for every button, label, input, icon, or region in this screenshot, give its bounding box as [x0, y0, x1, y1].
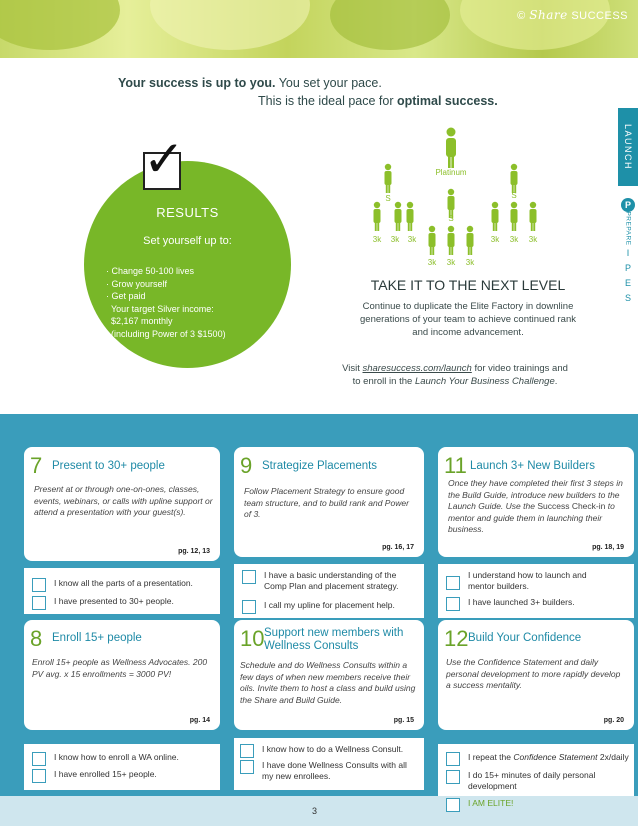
take-it-body: Continue to duplicate the Elite Factory in downline generations of your team to achieve continued rank and income advancement. — [360, 301, 576, 338]
checklist-item[interactable]: I have enrolled 15+ people. — [32, 769, 218, 783]
step-body: Enroll 15+ people as Wellness Advocates. 200 PV avg. x 15 enrollments = 3000 PV! — [32, 657, 208, 679]
step-card-9 — [234, 447, 424, 557]
leaf-label: 3k — [446, 258, 456, 267]
s-label: S — [511, 191, 517, 200]
side-tab-label: LAUNCH — [623, 123, 634, 171]
brand-logo: © Share SUCCESS — [517, 8, 628, 22]
step-page-ref: pg. 18, 19 — [592, 544, 624, 551]
person-icon — [374, 202, 381, 231]
silver-person-icon — [385, 164, 392, 193]
checklist-9 — [234, 564, 424, 618]
step-number: 9 — [240, 453, 253, 478]
checklist-item[interactable]: I have a basic understanding of the Comp Plan and placement strategy. — [242, 570, 416, 594]
checkbox[interactable] — [32, 752, 46, 766]
person-icon — [407, 202, 414, 231]
step-title: Strategize Placements — [262, 460, 378, 472]
checklist-8 — [24, 744, 220, 790]
intro-line-1: Your success is up to you. You set your pace. — [118, 76, 382, 90]
results-list — [106, 265, 226, 340]
results-subtitle: Set yourself up to: — [143, 235, 232, 247]
checklist-item[interactable]: I know how to do a Wellness Consult. — [240, 744, 420, 758]
step-page-ref: pg. 16, 17 — [382, 544, 414, 551]
checklist-item[interactable]: I know all the parts of a presentation. — [32, 578, 218, 592]
person-icon — [492, 202, 499, 231]
step-card-12 — [438, 620, 634, 730]
step-number: 8 — [30, 626, 43, 651]
step-number: 11 — [444, 453, 467, 478]
step-card-11 — [438, 447, 634, 557]
checklist-item[interactable]: I do 15+ minutes of daily personal development — [446, 770, 632, 794]
step-body: Once they have completed their first 3 steps in the Build Guide, introduce new builders to the Launch Guide. Use the Success Check-in to mentor and guide them in launching their business. — [448, 478, 623, 534]
step-body: Use the Confidence Statement and daily personal development to more rapidly develop a success mentality. — [446, 657, 621, 690]
header-photo — [0, 0, 638, 58]
step-number: 12 — [444, 626, 469, 651]
checklist-item[interactable]: I call my upline for placement help. — [242, 600, 416, 614]
results-item: · Change 50-100 lives — [106, 266, 195, 276]
step-title: Build Your Confidence — [468, 632, 582, 644]
elite-checklist-item[interactable] — [446, 798, 626, 812]
checklist-item[interactable]: I understand how to launch and mentor builders. — [446, 570, 626, 594]
checkmark-icon: ✓ — [143, 130, 185, 188]
step-body: Schedule and do Wellness Consults within a few days of when new members receive their oils. Invite them to host a class and build using the Share and Build Guide. — [240, 660, 416, 705]
checklist-item[interactable]: I repeat the Confidence Statement 2x/daily — [446, 752, 632, 766]
launch-side-tab[interactable] — [618, 108, 638, 186]
checkbox[interactable] — [240, 760, 254, 774]
side-tab-letter-s: S — [624, 293, 631, 303]
checkbox[interactable] — [32, 769, 46, 783]
step-body: Present at or through one-on-ones, classes, events, webinars, or calls with upline support or attend a presentation with your guest(s). — [34, 484, 213, 517]
checkbox[interactable] — [242, 570, 256, 584]
step-number: 10 — [240, 626, 265, 651]
s-label: S — [385, 194, 391, 203]
person-icon — [448, 226, 455, 255]
org-chart-figures — [330, 118, 620, 278]
checklist-item[interactable]: I have done Wellness Consults with all my new enrollees. — [240, 760, 420, 784]
checkbox[interactable] — [446, 770, 460, 784]
side-tab-letter-p: P — [624, 263, 631, 273]
step-title: Present to 30+ people — [52, 460, 165, 472]
checklist-12 — [438, 744, 634, 796]
checklist-11 — [438, 564, 634, 618]
checkbox[interactable] — [32, 596, 46, 610]
checkbox[interactable] — [446, 597, 460, 611]
intro-line-2: This is the ideal pace for optimal success. — [258, 94, 498, 108]
checkbox[interactable] — [240, 744, 254, 758]
checklist-7 — [24, 568, 220, 614]
step-page-ref: pg. 14 — [189, 717, 210, 724]
platinum-label: Platinum — [435, 168, 467, 177]
step-number: 7 — [30, 453, 43, 478]
leaf-label: 3k — [372, 235, 382, 244]
launch-link[interactable]: sharesuccess.com/launch — [362, 363, 472, 374]
step-title: Launch 3+ New Builders — [470, 460, 595, 472]
results-title: RESULTS — [156, 205, 219, 220]
checklist-10 — [234, 738, 424, 790]
leaf-label: 3k — [407, 235, 417, 244]
step-title: Support new members with Wellness Consults — [264, 627, 404, 652]
leaf-label: 3k — [528, 235, 538, 244]
page-number: 3 — [312, 806, 318, 816]
leaf-label: 3k — [390, 235, 400, 244]
results-income-line: Your target Silver income: — [111, 303, 214, 314]
side-tab-p-dot: P — [621, 198, 635, 212]
side-tab-letter-e: E — [624, 278, 631, 288]
checkbox[interactable] — [32, 578, 46, 592]
elite-label: I AM ELITE! — [468, 798, 514, 808]
take-it-title: TAKE IT TO THE NEXT LEVEL — [370, 277, 566, 293]
leaf-label: 3k — [465, 258, 475, 267]
org-chart — [330, 118, 620, 278]
checklist-item[interactable]: I know how to enroll a WA online. — [32, 752, 218, 766]
side-tab-letter-i: I — [626, 248, 630, 258]
checkbox[interactable] — [446, 752, 460, 766]
step-card-7 — [24, 447, 220, 561]
step-page-ref: pg. 15 — [393, 717, 414, 724]
checkbox[interactable] — [242, 600, 256, 614]
results-income-line: (including Power of 3 $1500) — [111, 328, 226, 339]
person-icon — [511, 202, 518, 231]
platinum-person-icon — [446, 128, 456, 169]
visit-text: Visit sharesuccess.com/launch for video trainings and to enroll in the Launch Your Business Challenge. — [342, 363, 568, 387]
person-icon — [467, 226, 474, 255]
results-income-line: $2,167 monthly — [111, 316, 173, 326]
step-title: Enroll 15+ people — [52, 632, 142, 644]
checkbox[interactable] — [446, 798, 460, 812]
checklist-item[interactable]: I have presented to 30+ people. — [32, 596, 218, 610]
side-tab-prepare: PREPARE — [624, 210, 632, 246]
checkbox[interactable] — [446, 576, 460, 590]
step-page-ref: pg. 12, 13 — [178, 548, 210, 555]
checklist-item[interactable]: I have launched 3+ builders. — [446, 597, 626, 611]
step-page-ref: pg. 20 — [603, 717, 624, 724]
step-card-8 — [24, 620, 220, 730]
person-icon — [530, 202, 537, 231]
person-icon — [429, 226, 436, 255]
results-item: · Get paid — [106, 291, 146, 301]
person-icon — [395, 202, 402, 231]
step-card-10 — [234, 620, 424, 730]
leaf-label: 3k — [490, 235, 500, 244]
silver-person-icon — [511, 164, 518, 193]
s-label: S — [448, 214, 454, 223]
results-item: · Grow yourself — [106, 278, 168, 289]
step-body: Follow Placement Strategy to ensure good team structure, and to build rank and Power of 3. — [244, 486, 409, 519]
leaf-label: 3k — [427, 258, 437, 267]
leaf-label: 3k — [509, 235, 519, 244]
